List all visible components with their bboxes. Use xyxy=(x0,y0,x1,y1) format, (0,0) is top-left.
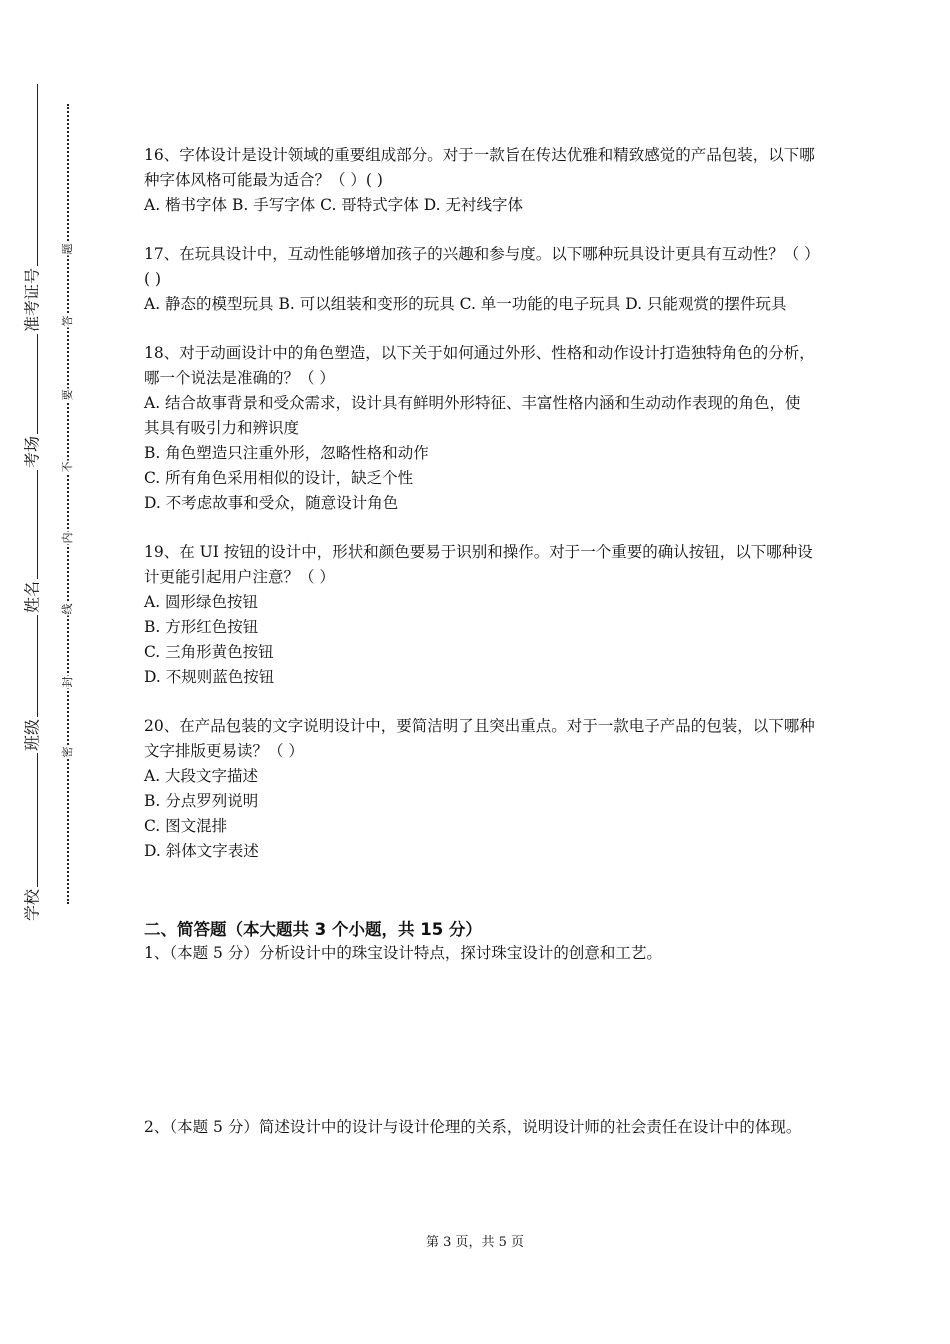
option-c: C. 所有角色采用相似的设计，缺乏个性 xyxy=(144,469,414,487)
seal-word: 答 xyxy=(61,315,74,327)
question-text: 19、在 UI 按钮的设计中，形状和颜色要易于识别和操作。对于一个重要的确认按钮，以下哪种设计更能引起用户注意？（ ） xyxy=(144,543,813,586)
option-d: D. 不规则蓝色按钮 xyxy=(144,668,275,686)
question-options: A. 静态的模型玩具 B. 可以组装和变形的玩具 C. 单一功能的电子玩具 D. 只能观赏的摆件玩具 xyxy=(144,295,787,313)
seal-word: 线 xyxy=(61,603,74,615)
seal-dotted-line xyxy=(67,104,69,904)
page-number: 第 3 页，共 5 页 xyxy=(425,1235,525,1250)
binding-solid-line xyxy=(37,84,38,920)
seal-word: 内 xyxy=(61,532,74,544)
question-text: 17、在玩具设计中，互动性能够增加孩子的兴趣和参与度。以下哪种玩具设计更具有互动性？（ ）( ) xyxy=(144,245,812,288)
option-b: B. 分点罗列说明 xyxy=(144,792,259,810)
option-b: B. 角色塑造只注重外形，忽略性格和动作 xyxy=(144,444,429,462)
section-title: 二、简答题（本大题共 3 个小题，共 15 分） xyxy=(144,920,482,939)
question-options: A. 楷书字体 B. 手写字体 C. 哥特式字体 D. 无衬线字体 xyxy=(144,196,523,214)
question-19 xyxy=(144,540,816,690)
school-label: 学校 xyxy=(20,887,43,923)
seal-word: 题 xyxy=(61,243,74,255)
short-answer-1: 1、（本题 5 分）分析设计中的珠宝设计特点，探讨珠宝设计的创意和工艺。 xyxy=(144,944,662,962)
question-text: 20、在产品包装的文字说明设计中，要简洁明了且突出重点。对于一款电子产品的包装，以下哪种文字排版更易读？（ ） xyxy=(144,717,815,760)
question-16 xyxy=(144,143,816,218)
seal-word: 封 xyxy=(61,676,74,688)
seal-word: 密 xyxy=(61,746,74,758)
class-label: 班级 xyxy=(20,717,43,753)
short-answer-2: 2、（本题 5 分）简述设计中的设计与设计伦理的关系，说明设计师的社会责任在设计中的体现。 xyxy=(144,1118,802,1136)
option-d: D. 不考虑故事和受众，随意设计角色 xyxy=(144,494,399,512)
question-text: 16、字体设计是设计领域的重要组成部分。对于一款旨在传达优雅和精致感觉的产品包装，以下哪种字体风格可能最为适合？（ ）( ) xyxy=(144,146,815,189)
seal-word: 要 xyxy=(61,389,74,401)
seal-word: 不 xyxy=(61,461,74,473)
option-a: A. 结合故事背景和受众需求，设计具有鲜明外形特征、丰富性格内涵和生动动作表现的角色，使其具有吸引力和辨识度 xyxy=(144,394,801,437)
question-18 xyxy=(144,341,816,516)
option-c: C. 三角形黄色按钮 xyxy=(144,643,274,661)
question-text: 18、对于动画设计中的角色塑造，以下关于如何通过外形、性格和动作设计打造独特角色的分析，哪一个说法是准确的？（ ） xyxy=(144,344,815,387)
option-b: B. 方形红色按钮 xyxy=(144,618,259,636)
admission-number-label: 准考证号 xyxy=(20,266,43,334)
name-label: 姓名 xyxy=(20,579,43,615)
question-17 xyxy=(144,242,816,317)
option-a: A. 大段文字描述 xyxy=(144,767,259,785)
exam-room-label: 考场 xyxy=(20,434,43,470)
multiple-choice-section xyxy=(144,143,816,888)
option-a: A. 圆形绿色按钮 xyxy=(144,593,259,611)
question-20 xyxy=(144,714,816,864)
option-d: D. 斜体文字表述 xyxy=(144,842,259,860)
option-c: C. 图文混排 xyxy=(144,817,228,835)
